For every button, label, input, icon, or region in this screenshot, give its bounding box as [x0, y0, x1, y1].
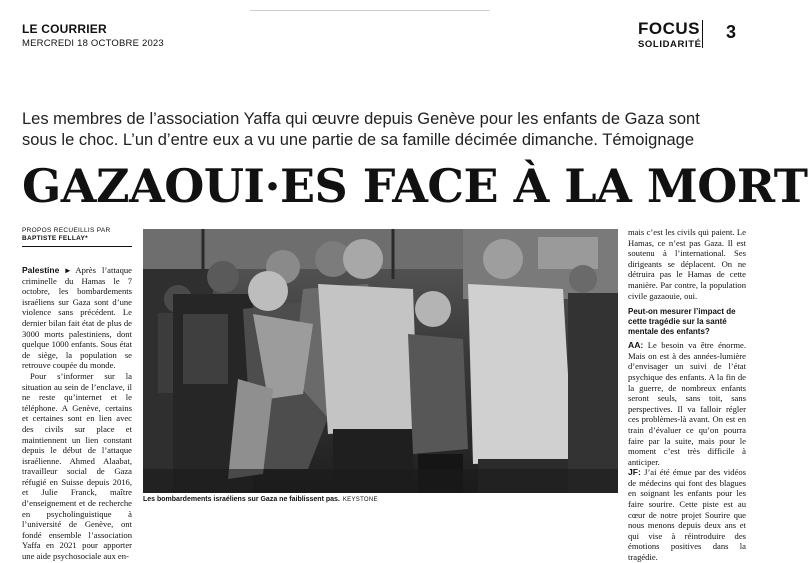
article-headline: GAZAOUI·ES FACE À LA MORT — [22, 159, 808, 213]
interview-question: Peut-on mesurer l’impact de cette tragédie sur la santé mentale des enfants? — [628, 307, 736, 337]
article-column-right — [628, 227, 746, 563]
page-number: 3 — [726, 22, 737, 42]
top-rule — [250, 10, 490, 11]
paragraph-text: Après l’attaque criminelle du Hamas le 7 octobre, les bombardements israéliens sur Gaza sont d’une violence sans précédent. Le dernier bilan fait état de plus de 3000 morts palestiniens, dont quelque 1000 enfants. Sous état de siège, la population se retrouve coupée du monde. — [22, 265, 132, 371]
caption-text: Les bombardements israéliens sur Gaza ne faiblissent pas. — [143, 496, 340, 503]
article-standfirst: Les membres de l’association Yaffa qui œuvre depuis Genève pour les enfants de Gaza sont sous le choc. L’un d’entre eux a vu une partie de sa famille décimée dimanche. Témoignage — [22, 110, 700, 149]
issue-date: MERCREDI 18 OCTOBRE 2023 — [22, 38, 164, 49]
paragraph: Pour s’informer sur la situation au sein de l’enclave, il ne reste qu’internet et le téléphone. A Genève, certains et certaines sont en lien avec des civils sur place et maintiennent un lien constant depuis le début de l’attaque israélienne. Ahmed Alaabat, travailleur social de Gaza réfugié en Suisse depuis 2016, et Julie Franck, maître d’enseignement et de recherche en psycholinguistique à l’université de Genève, ont fondé ensemble l’association Yaffa en 2021 pour apporter une aide psychosociale aux en- — [22, 370, 132, 562]
answer-paragraph — [628, 340, 746, 467]
section-title[interactable]: FOCUS — [638, 19, 700, 38]
speaker-initials: AA: — [628, 340, 644, 351]
section-subtitle[interactable]: SOLIDARITÉ — [638, 39, 702, 50]
byline — [22, 227, 132, 247]
byline-rule — [22, 246, 132, 247]
section-divider — [702, 20, 703, 48]
photo-illustration — [143, 229, 618, 493]
paragraph: mais c’est les civils qui paient. Le Hamas, ce n’est pas Gaza. Il est soutenu à l’international. Ses dirigeants se déplacent. On ne détruira pas le Hamas de cette manière. Par contre, la population civile gazaouie, oui. — [628, 227, 746, 301]
masthead — [22, 22, 164, 49]
answer-text: Le besoin va être énorme. Mais on est à des années-lumière d’envisager un suivi de l’état psychique des enfants. A la fin de la guerre, de nombreux enfants seront seuls, sans toit, sans perspectives. Il va falloir régler ces problèmes-là avant. On est en train d’évaluer ce qu’on pourra faire par la suite, mais pour le moment c’est très difficile à anticiper. — [628, 340, 746, 467]
answer-text: J’ai été émue par des vidéos de médecins qui font des blagues en soignant les enfants pour les faire sourire. Cette piste est au cœur de notre projet Sourire que nous menons depuis deux ans et qui vise à réintroduire des émotions positives dans la tragédie. — [628, 467, 746, 563]
photo-credit: KEYSTONE — [342, 497, 378, 503]
section-header — [638, 20, 702, 50]
article-column-left — [22, 265, 132, 562]
byline-label: PROPOS RECUEILLIS PAR — [22, 227, 111, 234]
byline-author[interactable]: BAPTISTE FELLAY* — [22, 235, 88, 242]
article-kicker: Palestine ▸ — [22, 265, 70, 275]
photo-caption — [143, 496, 618, 503]
paragraph-intro — [22, 265, 132, 371]
answer-paragraph — [628, 467, 746, 562]
speaker-initials: JF: — [628, 467, 641, 478]
article-photo[interactable] — [143, 229, 618, 493]
newspaper-name[interactable]: LE COURRIER — [22, 22, 107, 36]
